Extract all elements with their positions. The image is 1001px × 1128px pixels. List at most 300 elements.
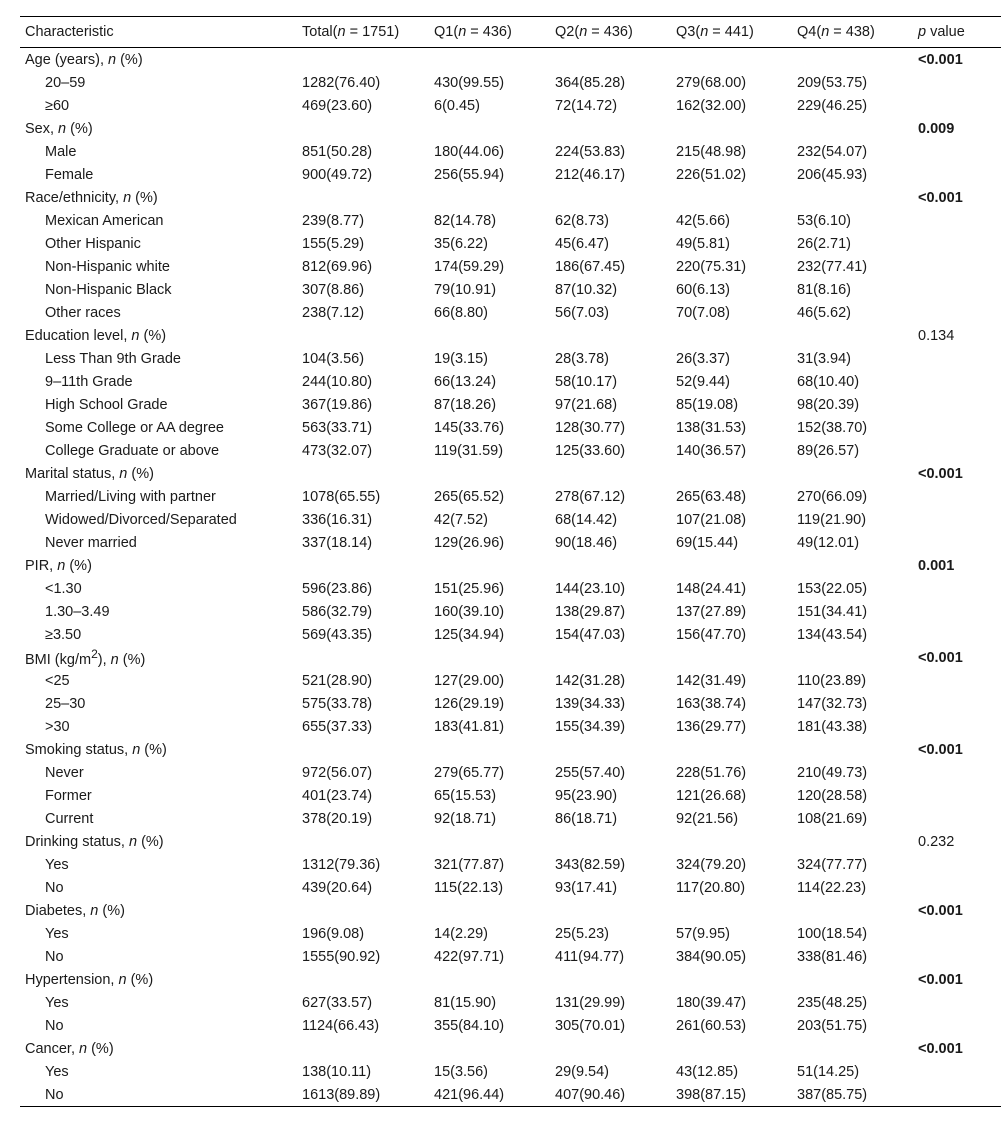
empty-cell [550, 1037, 671, 1060]
total-cell: 367(19.86) [302, 396, 373, 413]
q3-cell: 142(31.49) [676, 672, 747, 689]
empty-cell [913, 600, 1001, 623]
category-row [20, 968, 1001, 991]
q2-cell: 93(17.41) [555, 879, 618, 896]
total-cell: 104(3.56) [302, 350, 365, 367]
q2-cell: 25(5.23) [555, 925, 610, 942]
empty-cell [429, 186, 550, 209]
q3-cell: 226(51.02) [676, 166, 747, 183]
subgroup-label: Other races [45, 304, 121, 321]
empty-cell [913, 715, 1001, 738]
q2-cell: 29(9.54) [555, 1063, 610, 1080]
q1-cell: 66(13.24) [434, 373, 497, 390]
empty-cell [671, 968, 792, 991]
table-row [20, 600, 1001, 623]
q2-cell: 144(23.10) [555, 580, 626, 597]
q2-cell: 68(14.42) [555, 511, 618, 528]
table-row [20, 278, 1001, 301]
q4-cell: 338(81.46) [797, 948, 868, 965]
q2-cell: 87(10.32) [555, 281, 618, 298]
p-value: <0.001 [918, 465, 963, 482]
characteristics-table [20, 16, 1001, 1107]
empty-cell [792, 830, 913, 853]
q3-cell: 92(21.56) [676, 810, 739, 827]
total-cell: 337(18.14) [302, 534, 373, 551]
q4-cell: 81(8.16) [797, 281, 852, 298]
category-label: Hypertension, n (%) [25, 971, 154, 988]
table-row [20, 370, 1001, 393]
total-cell: 1282(76.40) [302, 74, 381, 91]
empty-cell [792, 462, 913, 485]
subgroup-label: <25 [45, 672, 70, 689]
total-cell: 575(33.78) [302, 695, 373, 712]
q4-cell: 46(5.62) [797, 304, 852, 321]
empty-cell [550, 462, 671, 485]
q4-cell: 68(10.40) [797, 373, 860, 390]
category-row [20, 324, 1001, 347]
empty-cell [429, 1037, 550, 1060]
category-row [20, 186, 1001, 209]
q1-cell: 6(0.45) [434, 97, 480, 114]
p-value: <0.001 [918, 971, 963, 988]
table-row [20, 163, 1001, 186]
total-cell: 401(23.74) [302, 787, 373, 804]
empty-cell [297, 646, 429, 669]
subgroup-label: ≥60 [45, 97, 70, 114]
empty-cell [550, 738, 671, 761]
q4-cell: 324(77.77) [797, 856, 868, 873]
total-cell: 439(20.64) [302, 879, 373, 896]
empty-cell [297, 899, 429, 922]
q4-cell: 151(34.41) [797, 603, 868, 620]
q3-cell: 52(9.44) [676, 373, 731, 390]
table-row [20, 416, 1001, 439]
empty-cell [550, 646, 671, 669]
subgroup-label: No [45, 1017, 64, 1034]
q2-cell: 407(90.46) [550, 1083, 671, 1107]
q1-cell: 160(39.10) [434, 603, 505, 620]
empty-cell [429, 830, 550, 853]
q2-cell: 411(94.77) [555, 948, 625, 965]
table-row [20, 991, 1001, 1014]
table-header [20, 17, 1001, 48]
empty-cell [671, 462, 792, 485]
empty-cell [913, 416, 1001, 439]
subgroup-label: Less Than 9th Grade [45, 350, 181, 367]
q3-cell: 265(63.48) [676, 488, 747, 505]
q2-cell: 131(29.99) [555, 994, 626, 1011]
empty-cell [297, 48, 429, 72]
q3-cell: 137(27.89) [676, 603, 747, 620]
category-row [20, 117, 1001, 140]
q4-cell: 232(54.07) [797, 143, 868, 160]
empty-cell [550, 117, 671, 140]
empty-cell [550, 899, 671, 922]
category-row [20, 48, 1001, 72]
q2-cell: 56(7.03) [555, 304, 610, 321]
q4-cell: 209(53.75) [797, 74, 868, 91]
empty-cell [913, 393, 1001, 416]
p-value: 0.009 [918, 120, 955, 137]
empty-cell [792, 554, 913, 577]
subgroup-label: Female [45, 166, 94, 183]
empty-cell [913, 301, 1001, 324]
q3-cell: 398(87.15) [671, 1083, 792, 1107]
table-row [20, 1014, 1001, 1037]
table-row [20, 945, 1001, 968]
q1-cell: 279(65.77) [434, 764, 505, 781]
header-row [20, 17, 1001, 48]
q1-cell: 14(2.29) [434, 925, 489, 942]
empty-cell [913, 209, 1001, 232]
q4-cell: 232(77.41) [797, 258, 868, 275]
header-q3: Q3(n = 441) [671, 17, 792, 48]
q4-cell: 89(26.57) [797, 442, 860, 459]
subgroup-label: Married/Living with partner [45, 488, 216, 505]
q4-cell: 387(85.75) [792, 1083, 913, 1107]
table-row [20, 94, 1001, 117]
empty-cell [671, 1037, 792, 1060]
empty-cell [792, 646, 913, 669]
empty-cell [792, 968, 913, 991]
total-cell: 469(23.60) [302, 97, 373, 114]
total-cell: 569(43.35) [302, 626, 373, 643]
table-row [20, 1060, 1001, 1083]
q2-cell: 86(18.71) [555, 810, 618, 827]
category-row [20, 899, 1001, 922]
q3-cell: 140(36.57) [676, 442, 747, 459]
empty-cell [913, 623, 1001, 646]
empty-cell [913, 945, 1001, 968]
total-cell: 563(33.71) [302, 419, 373, 436]
empty-cell [671, 554, 792, 577]
empty-cell [671, 830, 792, 853]
q1-cell: 151(25.96) [434, 580, 505, 597]
empty-cell [913, 876, 1001, 899]
q4-cell: 114(22.23) [797, 879, 867, 896]
empty-cell [550, 186, 671, 209]
q1-cell: 115(22.13) [434, 879, 504, 896]
empty-cell [429, 117, 550, 140]
empty-cell [550, 48, 671, 72]
total-cell: 473(32.07) [302, 442, 373, 459]
category-label: Cancer, n (%) [25, 1040, 114, 1057]
q2-cell: 255(57.40) [555, 764, 626, 781]
subgroup-label: Widowed/Divorced/Separated [45, 511, 237, 528]
subgroup-label: College Graduate or above [45, 442, 220, 459]
q3-cell: 162(32.00) [676, 97, 747, 114]
q4-cell: 134(43.54) [797, 626, 868, 643]
total-cell: 812(69.96) [302, 258, 373, 275]
subgroup-label: Some College or AA degree [45, 419, 224, 436]
empty-cell [913, 991, 1001, 1014]
table-row [20, 71, 1001, 94]
total-cell: 851(50.28) [302, 143, 373, 160]
q1-cell: 119(31.59) [434, 442, 504, 459]
empty-cell [671, 117, 792, 140]
table-row [20, 922, 1001, 945]
q2-cell: 278(67.12) [555, 488, 626, 505]
q1-cell: 129(26.96) [434, 534, 505, 551]
q3-cell: 43(12.85) [676, 1063, 739, 1080]
table-row [20, 439, 1001, 462]
q1-cell: 430(99.55) [434, 74, 505, 91]
q2-cell: 95(23.90) [555, 787, 618, 804]
q3-cell: 148(24.41) [676, 580, 747, 597]
header-q1: Q1(n = 436) [429, 17, 550, 48]
empty-cell [913, 669, 1001, 692]
total-cell: 1078(65.55) [302, 488, 381, 505]
header-p-value: p value [913, 17, 1001, 48]
q1-cell: 127(29.00) [434, 672, 505, 689]
q3-cell: 60(6.13) [676, 281, 731, 298]
q2-cell: 212(46.17) [555, 166, 626, 183]
table-row [20, 301, 1001, 324]
total-cell: 238(7.12) [302, 304, 365, 321]
category-row [20, 646, 1001, 669]
q3-cell: 324(79.20) [676, 856, 747, 873]
q2-cell: 364(85.28) [555, 74, 626, 91]
empty-cell [913, 370, 1001, 393]
empty-cell [671, 48, 792, 72]
q1-cell: 15(3.56) [434, 1063, 489, 1080]
empty-cell [913, 1060, 1001, 1083]
q2-cell: 142(31.28) [555, 672, 626, 689]
q1-cell: 183(41.81) [434, 718, 505, 735]
empty-cell [429, 646, 550, 669]
category-row [20, 554, 1001, 577]
q2-cell: 125(33.60) [555, 442, 626, 459]
q1-cell: 174(59.29) [434, 258, 505, 275]
subgroup-label: 9–11th Grade [45, 373, 133, 390]
q2-cell: 154(47.03) [555, 626, 626, 643]
header-characteristic: Characteristic [20, 17, 297, 48]
p-value: <0.001 [918, 741, 963, 758]
table-row [20, 485, 1001, 508]
empty-cell [792, 48, 913, 72]
q1-cell: 265(65.52) [434, 488, 505, 505]
empty-cell [429, 48, 550, 72]
q2-cell: 58(10.17) [555, 373, 618, 390]
q4-cell: 51(14.25) [797, 1063, 860, 1080]
q4-cell: 110(23.89) [797, 672, 867, 689]
q1-cell: 125(34.94) [434, 626, 505, 643]
category-label: BMI $(kg/m^2)$, n (%) [25, 647, 146, 668]
q2-cell: 305(70.01) [555, 1017, 626, 1034]
table-row [20, 807, 1001, 830]
q4-cell: 153(22.05) [797, 580, 868, 597]
q3-cell: 228(51.76) [676, 764, 747, 781]
q4-cell: 98(20.39) [797, 396, 860, 413]
total-cell: 972(56.07) [302, 764, 373, 781]
q4-cell: 120(28.58) [797, 787, 868, 804]
table-row [20, 347, 1001, 370]
empty-cell [913, 784, 1001, 807]
category-row [20, 462, 1001, 485]
empty-cell [913, 531, 1001, 554]
empty-cell [297, 324, 429, 347]
q1-cell: 81(15.90) [434, 994, 497, 1011]
q3-cell: 138(31.53) [676, 419, 747, 436]
category-label: Education level, n (%) [25, 327, 167, 344]
empty-cell [550, 830, 671, 853]
q2-cell: 97(21.68) [555, 396, 618, 413]
q1-cell: 180(44.06) [434, 143, 505, 160]
subgroup-label: Yes [45, 994, 69, 1011]
table-row [20, 669, 1001, 692]
empty-cell [913, 1083, 1001, 1107]
empty-cell [792, 186, 913, 209]
table-row [20, 232, 1001, 255]
empty-cell [792, 738, 913, 761]
total-cell: 596(23.86) [302, 580, 373, 597]
header-q4: Q4(n = 438) [792, 17, 913, 48]
empty-cell [550, 968, 671, 991]
header-total: Total(n = 1751) [297, 17, 429, 48]
table-row [20, 876, 1001, 899]
total-cell: 196(9.08) [302, 925, 365, 942]
subgroup-label: Non-Hispanic Black [45, 281, 172, 298]
empty-cell [297, 186, 429, 209]
q1-cell: 66(8.80) [434, 304, 489, 321]
q4-cell: 206(45.93) [797, 166, 868, 183]
category-label: Smoking status, n (%) [25, 741, 167, 758]
category-row [20, 738, 1001, 761]
q3-cell: 70(7.08) [676, 304, 731, 321]
q1-cell: 42(7.52) [434, 511, 489, 528]
empty-cell [792, 324, 913, 347]
q2-cell: 62(8.73) [555, 212, 610, 229]
q4-cell: 270(66.09) [797, 488, 868, 505]
q1-cell: 421(96.44) [429, 1083, 550, 1107]
total-cell: 239(8.77) [302, 212, 365, 229]
q2-cell: 155(34.39) [555, 718, 626, 735]
total-cell: 336(16.31) [302, 511, 373, 528]
q3-cell: 220(75.31) [676, 258, 747, 275]
total-cell: 155(5.29) [302, 235, 365, 252]
empty-cell [671, 646, 792, 669]
table-row [20, 761, 1001, 784]
q3-cell: 85(19.08) [676, 396, 739, 413]
q3-cell: 49(5.81) [676, 235, 731, 252]
q1-cell: 422(97.71) [434, 948, 505, 965]
subgroup-label: >30 [45, 718, 70, 735]
total-cell: 521(28.90) [302, 672, 373, 689]
q3-cell: 163(38.74) [676, 695, 747, 712]
total-cell: 1555(90.92) [302, 948, 381, 965]
q2-cell: 90(18.46) [555, 534, 618, 551]
p-value: <0.001 [918, 189, 963, 206]
empty-cell [913, 232, 1001, 255]
total-cell: 627(33.57) [302, 994, 373, 1011]
total-cell: 900(49.72) [302, 166, 373, 183]
category-label: Sex, n (%) [25, 120, 93, 137]
total-cell: 1312(79.36) [302, 856, 381, 873]
category-label: Race/ethnicity, n (%) [25, 189, 158, 206]
subgroup-label: <1.30 [45, 580, 82, 597]
total-cell: 1613(89.89) [297, 1083, 429, 1107]
category-row [20, 830, 1001, 853]
total-cell: 1124(66.43) [302, 1017, 380, 1034]
subgroup-label: Never married [45, 534, 137, 551]
q3-cell: 279(68.00) [676, 74, 747, 91]
q3-cell: 261(60.53) [676, 1017, 747, 1034]
empty-cell [671, 324, 792, 347]
total-cell: 655(37.33) [302, 718, 373, 735]
empty-cell [297, 830, 429, 853]
p-value: 0.232 [918, 833, 955, 850]
empty-cell [913, 508, 1001, 531]
table-row [20, 255, 1001, 278]
empty-cell [913, 163, 1001, 186]
subgroup-label: 25–30 [45, 695, 86, 712]
empty-cell [792, 899, 913, 922]
subgroup-label: Yes [45, 856, 69, 873]
q4-cell: 152(38.70) [797, 419, 868, 436]
p-value: <0.001 [918, 51, 963, 68]
empty-cell [550, 554, 671, 577]
q1-cell: 35(6.22) [434, 235, 489, 252]
empty-cell [913, 853, 1001, 876]
subgroup-label: Other Hispanic [45, 235, 141, 252]
q2-cell: 224(53.83) [555, 143, 626, 160]
empty-cell [297, 554, 429, 577]
q4-cell: 147(32.73) [797, 695, 868, 712]
q4-cell: 119(21.90) [797, 511, 867, 528]
total-cell: 138(10.11) [302, 1063, 372, 1080]
empty-cell [913, 1014, 1001, 1037]
table-row [20, 209, 1001, 232]
q1-cell: 256(55.94) [434, 166, 505, 183]
p-value: <0.001 [918, 1040, 963, 1057]
q3-cell: 42(5.66) [676, 212, 731, 229]
category-row [20, 1037, 1001, 1060]
table-row [20, 508, 1001, 531]
empty-cell [792, 117, 913, 140]
empty-cell [913, 922, 1001, 945]
q4-cell: 235(48.25) [797, 994, 868, 1011]
subgroup-label: 1.30–3.49 [45, 603, 110, 620]
header-q2: Q2(n = 436) [550, 17, 671, 48]
q2-cell: 186(67.45) [555, 258, 626, 275]
q2-cell: 343(82.59) [555, 856, 626, 873]
empty-cell [429, 462, 550, 485]
q4-cell: 26(2.71) [797, 235, 852, 252]
subgroup-label: Male [45, 143, 77, 160]
q3-cell: 215(48.98) [676, 143, 747, 160]
subgroup-label: Former [45, 787, 92, 804]
q4-cell: 181(43.38) [797, 718, 868, 735]
table-row [20, 140, 1001, 163]
q3-cell: 69(15.44) [676, 534, 739, 551]
q4-cell: 31(3.94) [797, 350, 852, 367]
table-row [20, 853, 1001, 876]
q2-cell: 139(34.33) [555, 695, 626, 712]
category-label: PIR, n (%) [25, 557, 92, 574]
empty-cell [913, 94, 1001, 117]
category-label: Drinking status, n (%) [25, 833, 164, 850]
total-cell: 244(10.80) [302, 373, 373, 390]
q3-cell: 180(39.47) [676, 994, 747, 1011]
total-cell: 378(20.19) [302, 810, 373, 827]
q4-cell: 210(49.73) [797, 764, 868, 781]
q1-cell: 355(84.10) [434, 1017, 505, 1034]
q1-cell: 19(3.15) [434, 350, 489, 367]
subgroup-label: No [20, 1083, 297, 1107]
subgroup-label: No [45, 948, 64, 965]
empty-cell [297, 462, 429, 485]
subgroup-label: High School Grade [45, 396, 168, 413]
